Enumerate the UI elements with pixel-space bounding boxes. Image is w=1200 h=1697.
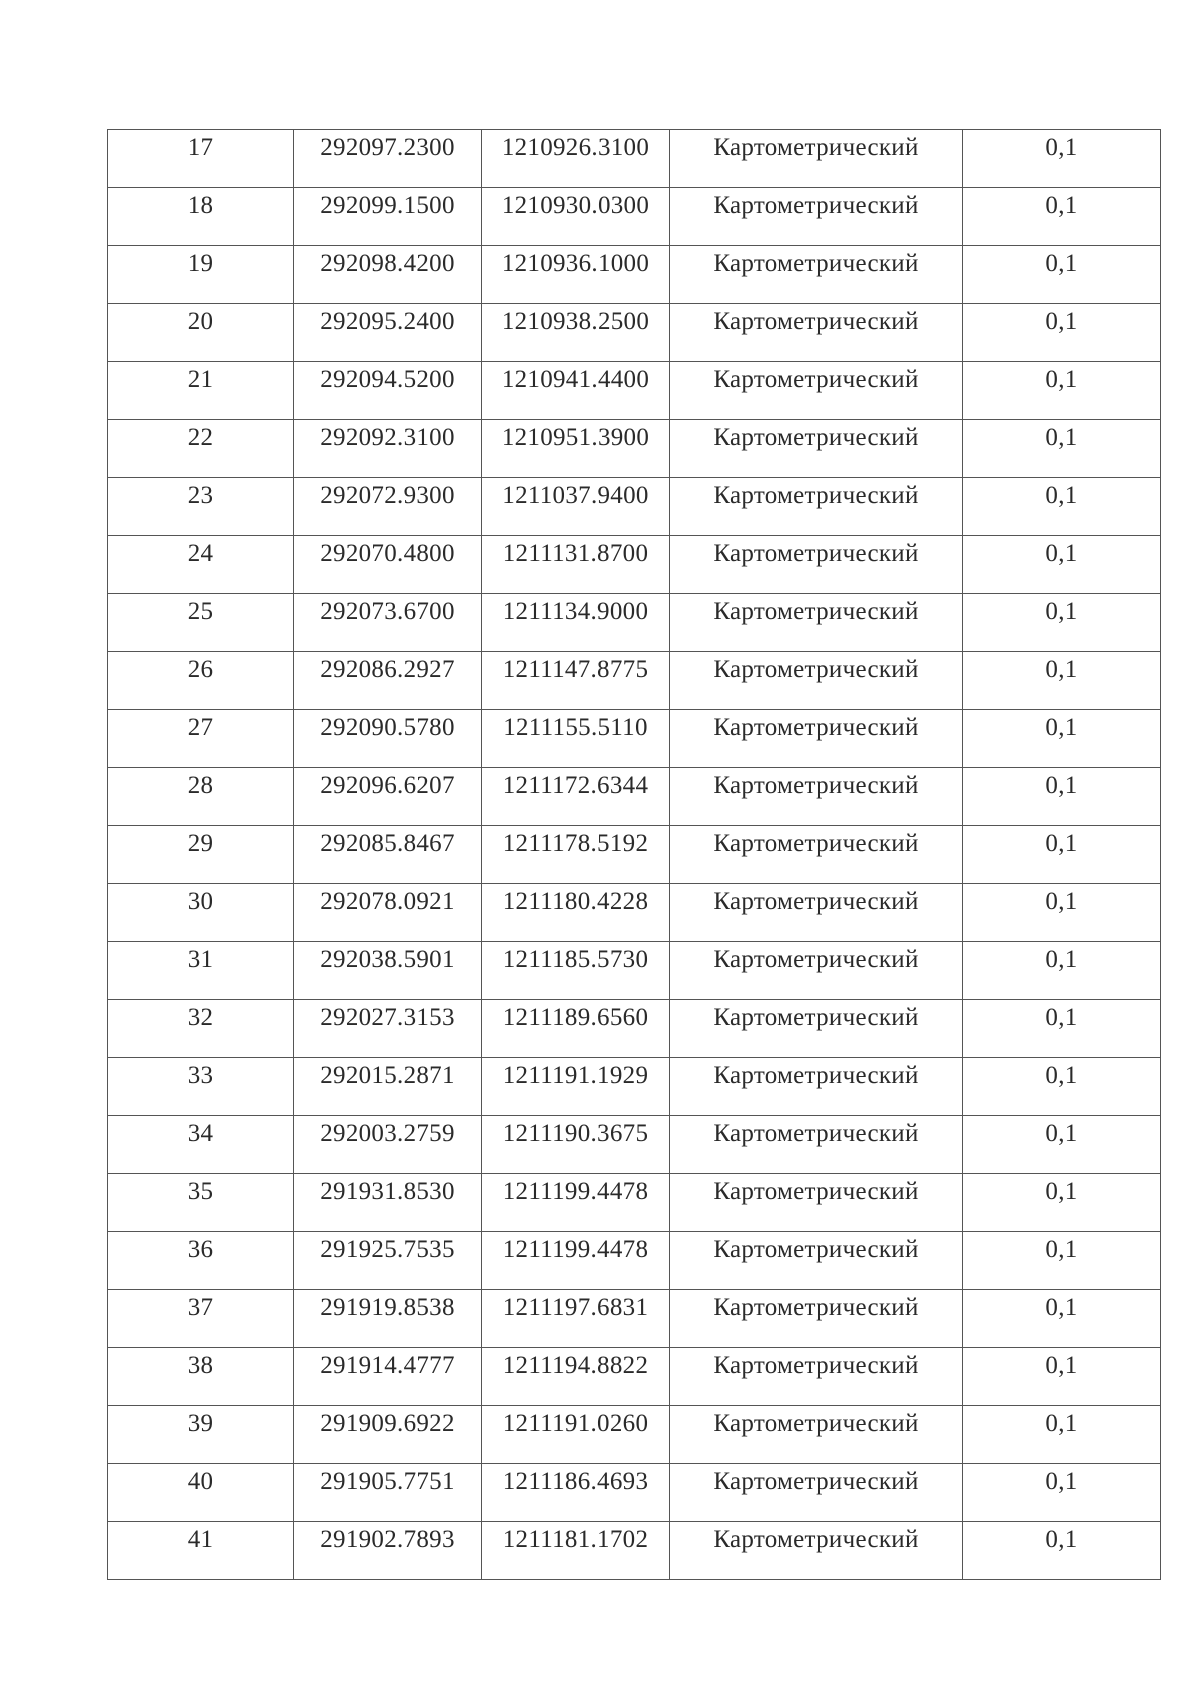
accuracy-cell: [963, 826, 1161, 884]
y-coordinate-cell: [482, 710, 670, 768]
y-coordinate: 1211178.5192: [502, 830, 649, 857]
point-number: 31: [187, 946, 214, 973]
accuracy-cell: [963, 188, 1161, 246]
point-number-cell: [108, 768, 294, 826]
table-row: [108, 884, 1161, 942]
method: Картометрический: [713, 946, 919, 973]
method: Картометрический: [713, 888, 919, 915]
y-coordinate: 1210951.3900: [501, 424, 650, 451]
method: Картометрический: [713, 714, 919, 741]
table-row: [108, 1000, 1161, 1058]
accuracy: 0,1: [1045, 656, 1078, 683]
y-coordinate-cell: [482, 594, 670, 652]
method: Картометрический: [713, 656, 919, 683]
y-coordinate: 1211185.5730: [502, 946, 649, 973]
method-cell: [670, 710, 963, 768]
y-coordinate: 1211131.8700: [502, 540, 649, 567]
method-cell: [670, 1232, 963, 1290]
method-cell: [670, 1522, 963, 1580]
point-number: 33: [187, 1062, 214, 1089]
method: Картометрический: [713, 540, 919, 567]
x-coordinate-cell: [294, 942, 482, 1000]
point-number: 17: [187, 134, 214, 161]
method-cell: [670, 188, 963, 246]
accuracy-cell: [963, 478, 1161, 536]
accuracy-cell: [963, 246, 1161, 304]
y-coordinate: 1211134.9000: [502, 598, 649, 625]
accuracy-cell: [963, 304, 1161, 362]
x-coordinate: 292027.3153: [320, 1004, 455, 1031]
point-number-cell: [108, 1464, 294, 1522]
method-cell: [670, 1000, 963, 1058]
method: Картометрический: [713, 482, 919, 509]
table-row: [108, 1174, 1161, 1232]
accuracy-cell: [963, 884, 1161, 942]
point-number-cell: [108, 710, 294, 768]
method-cell: [670, 942, 963, 1000]
table-row: [108, 1464, 1161, 1522]
method-cell: [670, 246, 963, 304]
table-row: [108, 1522, 1161, 1580]
method-cell: [670, 594, 963, 652]
point-number-cell: [108, 1290, 294, 1348]
y-coordinate: 1211191.0260: [502, 1410, 649, 1437]
accuracy: 0,1: [1045, 830, 1078, 857]
point-number: 22: [187, 424, 214, 451]
x-coordinate: 292096.6207: [320, 772, 455, 799]
x-coordinate: 291914.4777: [320, 1352, 455, 1379]
point-number-cell: [108, 1058, 294, 1116]
y-coordinate: 1211199.4478: [502, 1178, 649, 1205]
x-coordinate: 292094.5200: [320, 366, 455, 393]
table-row: [108, 536, 1161, 594]
point-number: 37: [187, 1294, 214, 1321]
accuracy: 0,1: [1045, 598, 1078, 625]
point-number: 32: [187, 1004, 214, 1031]
x-coordinate-cell: [294, 1464, 482, 1522]
point-number: 29: [187, 830, 214, 857]
y-coordinate: 1210938.2500: [501, 308, 650, 335]
method-cell: [670, 1058, 963, 1116]
y-coordinate-cell: [482, 478, 670, 536]
accuracy-cell: [963, 768, 1161, 826]
method-cell: [670, 1116, 963, 1174]
x-coordinate: 292078.0921: [320, 888, 455, 915]
x-coordinate-cell: [294, 1522, 482, 1580]
x-coordinate: 292015.2871: [320, 1062, 455, 1089]
y-coordinate: 1211186.4693: [502, 1468, 649, 1495]
table-row: [108, 188, 1161, 246]
accuracy-cell: [963, 942, 1161, 1000]
accuracy: 0,1: [1045, 888, 1078, 915]
point-number-cell: [108, 420, 294, 478]
point-number-cell: [108, 362, 294, 420]
method: Картометрический: [713, 598, 919, 625]
point-number-cell: [108, 1522, 294, 1580]
point-number-cell: [108, 884, 294, 942]
y-coordinate: 1211147.8775: [502, 656, 649, 683]
method-cell: [670, 1406, 963, 1464]
accuracy-cell: [963, 1522, 1161, 1580]
point-number: 41: [187, 1526, 214, 1553]
point-number-cell: [108, 304, 294, 362]
x-coordinate: 292085.8467: [320, 830, 455, 857]
y-coordinate: 1210926.3100: [501, 134, 650, 161]
method: Картометрический: [713, 1468, 919, 1495]
x-coordinate: 291902.7893: [320, 1526, 455, 1553]
method: Картометрический: [713, 192, 919, 219]
y-coordinate: 1211181.1702: [502, 1526, 649, 1553]
x-coordinate-cell: [294, 1348, 482, 1406]
x-coordinate-cell: [294, 826, 482, 884]
accuracy: 0,1: [1045, 1294, 1078, 1321]
y-coordinate: 1211197.6831: [502, 1294, 649, 1321]
accuracy: 0,1: [1045, 1236, 1078, 1263]
method: Картометрический: [713, 772, 919, 799]
x-coordinate: 291931.8530: [320, 1178, 455, 1205]
point-number-cell: [108, 1232, 294, 1290]
method: Картометрический: [713, 1178, 919, 1205]
table-row: [108, 710, 1161, 768]
x-coordinate-cell: [294, 1174, 482, 1232]
accuracy: 0,1: [1045, 250, 1078, 277]
method: Картометрический: [713, 1526, 919, 1553]
y-coordinate-cell: [482, 1116, 670, 1174]
point-number: 27: [187, 714, 214, 741]
accuracy-cell: [963, 594, 1161, 652]
x-coordinate-cell: [294, 1406, 482, 1464]
accuracy: 0,1: [1045, 1004, 1078, 1031]
x-coordinate: 292086.2927: [320, 656, 455, 683]
x-coordinate-cell: [294, 652, 482, 710]
y-coordinate: 1210930.0300: [501, 192, 650, 219]
y-coordinate: 1211190.3675: [502, 1120, 649, 1147]
x-coordinate: 292070.4800: [320, 540, 455, 567]
point-number: 26: [187, 656, 214, 683]
table-row: [108, 304, 1161, 362]
table-row: [108, 768, 1161, 826]
x-coordinate: 292073.6700: [320, 598, 455, 625]
table-row: [108, 652, 1161, 710]
table-row: [108, 594, 1161, 652]
x-coordinate-cell: [294, 1290, 482, 1348]
accuracy-cell: [963, 710, 1161, 768]
y-coordinate-cell: [482, 536, 670, 594]
method: Картометрический: [713, 1120, 919, 1147]
accuracy-cell: [963, 1348, 1161, 1406]
x-coordinate: 292090.5780: [320, 714, 455, 741]
accuracy-cell: [963, 652, 1161, 710]
accuracy: 0,1: [1045, 772, 1078, 799]
x-coordinate-cell: [294, 362, 482, 420]
y-coordinate: 1211194.8822: [502, 1352, 649, 1379]
y-coordinate-cell: [482, 420, 670, 478]
table-row: [108, 1058, 1161, 1116]
x-coordinate: 292095.2400: [320, 308, 455, 335]
table-row: [108, 420, 1161, 478]
method: Картометрический: [713, 1294, 919, 1321]
point-number: 20: [187, 308, 214, 335]
point-number-cell: [108, 130, 294, 188]
point-number: 39: [187, 1410, 214, 1437]
accuracy-cell: [963, 362, 1161, 420]
point-number-cell: [108, 594, 294, 652]
method-cell: [670, 1348, 963, 1406]
accuracy-cell: [963, 1464, 1161, 1522]
table-row: [108, 1406, 1161, 1464]
x-coordinate: 291909.6922: [320, 1410, 455, 1437]
x-coordinate: 292097.2300: [320, 134, 455, 161]
table-row: [108, 478, 1161, 536]
accuracy-cell: [963, 536, 1161, 594]
y-coordinate-cell: [482, 1522, 670, 1580]
x-coordinate: 291905.7751: [320, 1468, 455, 1495]
method-cell: [670, 1290, 963, 1348]
x-coordinate-cell: [294, 1116, 482, 1174]
point-number: 21: [187, 366, 214, 393]
accuracy-cell: [963, 1058, 1161, 1116]
method: Картометрический: [713, 424, 919, 451]
y-coordinate-cell: [482, 1174, 670, 1232]
y-coordinate: 1211155.5110: [503, 714, 648, 741]
x-coordinate-cell: [294, 420, 482, 478]
method-cell: [670, 304, 963, 362]
x-coordinate-cell: [294, 884, 482, 942]
accuracy: 0,1: [1045, 424, 1078, 451]
point-number-cell: [108, 1116, 294, 1174]
point-number-cell: [108, 652, 294, 710]
method: Картометрический: [713, 134, 919, 161]
y-coordinate-cell: [482, 768, 670, 826]
y-coordinate-cell: [482, 1058, 670, 1116]
point-number: 38: [187, 1352, 214, 1379]
accuracy-cell: [963, 1406, 1161, 1464]
method: Картометрический: [713, 1410, 919, 1437]
x-coordinate-cell: [294, 710, 482, 768]
accuracy: 0,1: [1045, 1468, 1078, 1495]
x-coordinate-cell: [294, 304, 482, 362]
table-row: [108, 246, 1161, 304]
y-coordinate-cell: [482, 304, 670, 362]
y-coordinate-cell: [482, 1406, 670, 1464]
y-coordinate-cell: [482, 1232, 670, 1290]
point-number-cell: [108, 478, 294, 536]
point-number: 36: [187, 1236, 214, 1263]
x-coordinate: 292072.9300: [320, 482, 455, 509]
table-row: [108, 1232, 1161, 1290]
point-number-cell: [108, 1348, 294, 1406]
method: Картометрический: [713, 1352, 919, 1379]
coordinates-table-body: [108, 130, 1161, 1580]
accuracy: 0,1: [1045, 1062, 1078, 1089]
x-coordinate-cell: [294, 188, 482, 246]
y-coordinate-cell: [482, 826, 670, 884]
accuracy: 0,1: [1045, 540, 1078, 567]
method-cell: [670, 130, 963, 188]
x-coordinate: 292092.3100: [320, 424, 455, 451]
method-cell: [670, 362, 963, 420]
method: Картометрический: [713, 250, 919, 277]
table-row: [108, 1348, 1161, 1406]
method: Картометрический: [713, 1004, 919, 1031]
method: Картометрический: [713, 366, 919, 393]
x-coordinate: 292003.2759: [320, 1120, 455, 1147]
x-coordinate-cell: [294, 1000, 482, 1058]
point-number: 24: [187, 540, 214, 567]
accuracy: 0,1: [1045, 714, 1078, 741]
y-coordinate: 1210941.4400: [501, 366, 650, 393]
point-number-cell: [108, 826, 294, 884]
accuracy: 0,1: [1045, 366, 1078, 393]
x-coordinate: 291919.8538: [320, 1294, 455, 1321]
point-number-cell: [108, 942, 294, 1000]
accuracy-cell: [963, 1000, 1161, 1058]
y-coordinate: 1211191.1929: [502, 1062, 649, 1089]
x-coordinate-cell: [294, 1058, 482, 1116]
accuracy-cell: [963, 1290, 1161, 1348]
y-coordinate: 1210936.1000: [501, 250, 650, 277]
method-cell: [670, 1464, 963, 1522]
y-coordinate: 1211199.4478: [502, 1236, 649, 1263]
point-number: 30: [187, 888, 214, 915]
point-number: 25: [187, 598, 214, 625]
accuracy: 0,1: [1045, 1178, 1078, 1205]
x-coordinate-cell: [294, 1232, 482, 1290]
x-coordinate-cell: [294, 130, 482, 188]
x-coordinate: 292098.4200: [320, 250, 455, 277]
y-coordinate: 1211180.4228: [502, 888, 649, 915]
accuracy: 0,1: [1045, 946, 1078, 973]
accuracy: 0,1: [1045, 134, 1078, 161]
method-cell: [670, 884, 963, 942]
method-cell: [670, 478, 963, 536]
y-coordinate: 1211172.6344: [502, 772, 649, 799]
x-coordinate: 291925.7535: [320, 1236, 455, 1263]
y-coordinate-cell: [482, 130, 670, 188]
point-number-cell: [108, 1000, 294, 1058]
y-coordinate: 1211189.6560: [502, 1004, 649, 1031]
table-row: [108, 942, 1161, 1000]
y-coordinate-cell: [482, 1000, 670, 1058]
method: Картометрический: [713, 308, 919, 335]
method-cell: [670, 420, 963, 478]
y-coordinate-cell: [482, 884, 670, 942]
method: Картометрический: [713, 1236, 919, 1263]
x-coordinate: 292099.1500: [320, 192, 455, 219]
accuracy-cell: [963, 420, 1161, 478]
table-row: [108, 1116, 1161, 1174]
accuracy-cell: [963, 130, 1161, 188]
table-row: [108, 826, 1161, 884]
point-number: 18: [187, 192, 214, 219]
y-coordinate-cell: [482, 1290, 670, 1348]
method: Картометрический: [713, 830, 919, 857]
method-cell: [670, 768, 963, 826]
table-row: [108, 362, 1161, 420]
method: Картометрический: [713, 1062, 919, 1089]
accuracy-cell: [963, 1232, 1161, 1290]
y-coordinate-cell: [482, 362, 670, 420]
table-row: [108, 1290, 1161, 1348]
accuracy: 0,1: [1045, 1352, 1078, 1379]
accuracy: 0,1: [1045, 192, 1078, 219]
accuracy: 0,1: [1045, 1526, 1078, 1553]
accuracy: 0,1: [1045, 1120, 1078, 1147]
method-cell: [670, 826, 963, 884]
y-coordinate-cell: [482, 942, 670, 1000]
accuracy: 0,1: [1045, 1410, 1078, 1437]
point-number-cell: [108, 246, 294, 304]
method-cell: [670, 652, 963, 710]
point-number-cell: [108, 1406, 294, 1464]
y-coordinate-cell: [482, 1348, 670, 1406]
x-coordinate: 292038.5901: [320, 946, 455, 973]
y-coordinate-cell: [482, 188, 670, 246]
y-coordinate: 1211037.9400: [502, 482, 649, 509]
point-number-cell: [108, 536, 294, 594]
accuracy: 0,1: [1045, 308, 1078, 335]
point-number: 35: [187, 1178, 214, 1205]
y-coordinate-cell: [482, 1464, 670, 1522]
accuracy-cell: [963, 1116, 1161, 1174]
point-number-cell: [108, 188, 294, 246]
method-cell: [670, 1174, 963, 1232]
x-coordinate-cell: [294, 536, 482, 594]
point-number: 23: [187, 482, 214, 509]
coordinates-table: [107, 129, 1161, 1580]
accuracy: 0,1: [1045, 482, 1078, 509]
x-coordinate-cell: [294, 478, 482, 536]
x-coordinate-cell: [294, 768, 482, 826]
table-row: [108, 130, 1161, 188]
point-number: 40: [187, 1468, 214, 1495]
x-coordinate-cell: [294, 594, 482, 652]
y-coordinate-cell: [482, 246, 670, 304]
point-number: 28: [187, 772, 214, 799]
y-coordinate-cell: [482, 652, 670, 710]
method-cell: [670, 536, 963, 594]
accuracy-cell: [963, 1174, 1161, 1232]
point-number: 34: [187, 1120, 214, 1147]
point-number: 19: [187, 250, 214, 277]
point-number-cell: [108, 1174, 294, 1232]
x-coordinate-cell: [294, 246, 482, 304]
